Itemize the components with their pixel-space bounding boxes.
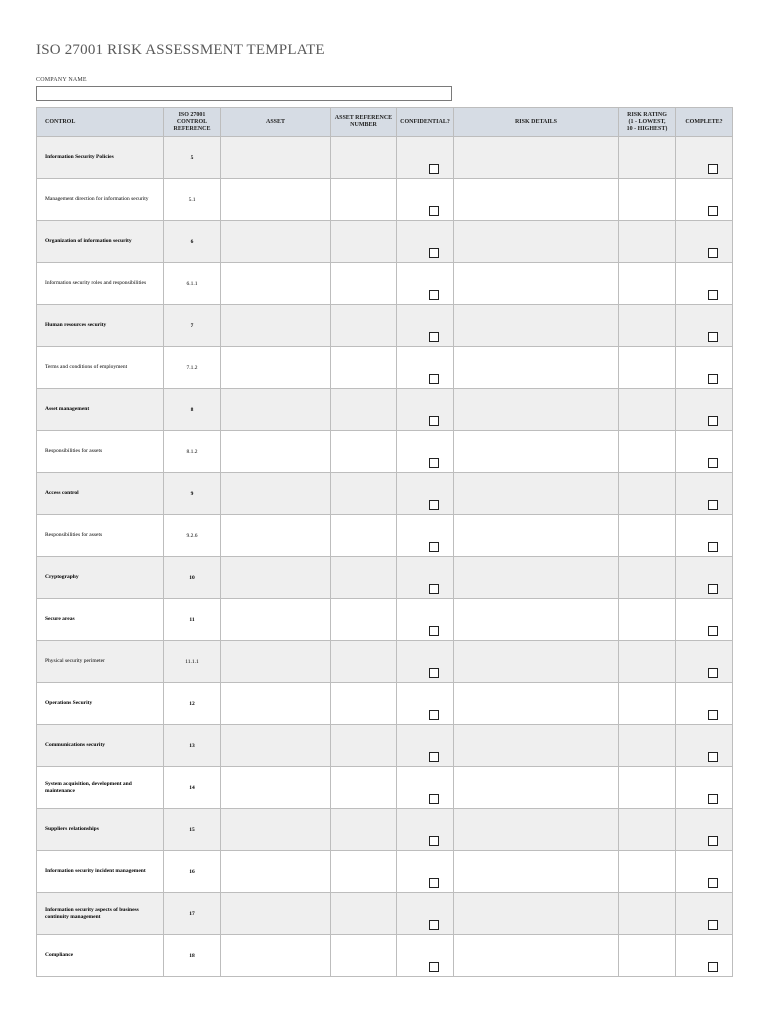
table-row (37, 137, 733, 179)
risk-rating-cell[interactable] (619, 599, 676, 641)
complete-cell (676, 935, 733, 977)
confidential-cell (397, 725, 454, 767)
company-name-field[interactable] (36, 86, 452, 101)
risk-details-cell[interactable] (454, 557, 619, 599)
risk-rating-cell[interactable] (619, 851, 676, 893)
asset-reference-cell[interactable] (331, 389, 397, 431)
confidential-checkbox[interactable] (429, 584, 439, 594)
complete-cell (676, 221, 733, 263)
risk-rating-cell[interactable] (619, 557, 676, 599)
header-control: CONTROL (37, 108, 164, 137)
complete-checkbox[interactable] (708, 668, 718, 678)
control-reference-cell: 13 (164, 725, 221, 767)
control-cell: Communications security (37, 725, 164, 767)
asset-reference-cell[interactable] (331, 137, 397, 179)
risk-details-cell[interactable] (454, 851, 619, 893)
confidential-checkbox[interactable] (429, 668, 439, 678)
asset-cell[interactable] (221, 599, 331, 641)
complete-cell (676, 473, 733, 515)
asset-cell[interactable] (221, 431, 331, 473)
table-row (37, 767, 733, 809)
asset-cell[interactable] (221, 767, 331, 809)
risk-details-cell[interactable] (454, 473, 619, 515)
risk-details-cell[interactable] (454, 641, 619, 683)
complete-cell (676, 137, 733, 179)
risk-rating-cell[interactable] (619, 347, 676, 389)
control-cell: Information security roles and responsibilities (37, 263, 164, 305)
confidential-cell (397, 935, 454, 977)
control-reference-cell: 5.1 (164, 179, 221, 221)
control-cell: Physical security perimeter (37, 641, 164, 683)
confidential-cell (397, 599, 454, 641)
asset-cell[interactable] (221, 179, 331, 221)
control-cell: Asset management (37, 389, 164, 431)
complete-checkbox[interactable] (708, 206, 718, 216)
confidential-checkbox[interactable] (429, 248, 439, 258)
asset-reference-cell[interactable] (331, 809, 397, 851)
complete-checkbox[interactable] (708, 500, 718, 510)
table-row (37, 263, 733, 305)
control-cell: Suppliers relationships (37, 809, 164, 851)
header-risk-line-2: (1 - LOWEST, (628, 118, 666, 125)
asset-cell[interactable] (221, 683, 331, 725)
confidential-checkbox[interactable] (429, 458, 439, 468)
risk-details-cell[interactable] (454, 599, 619, 641)
confidential-cell (397, 641, 454, 683)
table-row (37, 473, 733, 515)
complete-checkbox[interactable] (708, 374, 718, 384)
risk-details-cell[interactable] (454, 221, 619, 263)
confidential-checkbox[interactable] (429, 878, 439, 888)
risk-details-cell[interactable] (454, 347, 619, 389)
control-cell: Management direction for information security (37, 179, 164, 221)
table-row (37, 431, 733, 473)
asset-cell[interactable] (221, 221, 331, 263)
header-confidential: CONFIDENTIAL? (397, 108, 454, 137)
control-cell: Secure areas (37, 599, 164, 641)
confidential-cell (397, 683, 454, 725)
complete-cell (676, 389, 733, 431)
risk-details-cell[interactable] (454, 179, 619, 221)
table-header-row (37, 108, 733, 137)
header-iso-line-2: CONTROL (176, 118, 208, 125)
complete-checkbox[interactable] (708, 710, 718, 720)
risk-details-cell[interactable] (454, 767, 619, 809)
complete-cell (676, 725, 733, 767)
confidential-cell (397, 389, 454, 431)
confidential-cell (397, 473, 454, 515)
asset-cell[interactable] (221, 515, 331, 557)
header-risk-rating (619, 108, 676, 137)
asset-cell[interactable] (221, 305, 331, 347)
table-row (37, 347, 733, 389)
asset-reference-cell[interactable] (331, 641, 397, 683)
risk-rating-cell[interactable] (619, 809, 676, 851)
asset-cell[interactable] (221, 851, 331, 893)
header-risk-line-1: RISK RATING (627, 111, 667, 118)
risk-rating-cell[interactable] (619, 431, 676, 473)
asset-cell[interactable] (221, 641, 331, 683)
asset-reference-cell[interactable] (331, 473, 397, 515)
complete-checkbox[interactable] (708, 962, 718, 972)
complete-cell (676, 851, 733, 893)
risk-rating-cell[interactable] (619, 683, 676, 725)
risk-details-cell[interactable] (454, 263, 619, 305)
complete-cell (676, 347, 733, 389)
header-asset: ASSET (221, 108, 331, 137)
control-cell: Cryptography (37, 557, 164, 599)
confidential-cell (397, 809, 454, 851)
table-row (37, 599, 733, 641)
confidential-cell (397, 851, 454, 893)
control-reference-cell: 8.1.2 (164, 431, 221, 473)
control-reference-cell: 7 (164, 305, 221, 347)
confidential-checkbox[interactable] (429, 626, 439, 636)
risk-details-cell[interactable] (454, 137, 619, 179)
confidential-checkbox[interactable] (429, 290, 439, 300)
header-risk-line-3: 10 - HIGHEST) (626, 125, 668, 132)
control-reference-cell: 7.1.2 (164, 347, 221, 389)
risk-rating-cell[interactable] (619, 935, 676, 977)
asset-cell[interactable] (221, 389, 331, 431)
risk-details-cell[interactable] (454, 893, 619, 935)
header-asset-reference-number (331, 108, 397, 137)
confidential-checkbox[interactable] (429, 206, 439, 216)
table-row (37, 641, 733, 683)
complete-checkbox[interactable] (708, 584, 718, 594)
asset-reference-cell[interactable] (331, 179, 397, 221)
risk-details-cell[interactable] (454, 305, 619, 347)
asset-cell[interactable] (221, 725, 331, 767)
company-name-label: COMPANY NAME (36, 77, 87, 83)
control-reference-cell: 6 (164, 221, 221, 263)
asset-reference-cell[interactable] (331, 935, 397, 977)
control-cell: Responsibilities for assets (37, 431, 164, 473)
header-asset-ref-line-1: ASSET REFERENCE (334, 115, 393, 121)
risk-rating-cell[interactable] (619, 137, 676, 179)
asset-reference-cell[interactable] (331, 599, 397, 641)
header-asset-ref-line-2: NUMBER (350, 122, 377, 128)
risk-rating-cell[interactable] (619, 473, 676, 515)
risk-rating-cell[interactable] (619, 179, 676, 221)
confidential-checkbox[interactable] (429, 164, 439, 174)
table-row (37, 557, 733, 599)
risk-rating-cell[interactable] (619, 725, 676, 767)
risk-rating-cell[interactable] (619, 221, 676, 263)
complete-checkbox[interactable] (708, 626, 718, 636)
complete-cell (676, 641, 733, 683)
table-row (37, 935, 733, 977)
asset-reference-cell[interactable] (331, 305, 397, 347)
confidential-cell (397, 515, 454, 557)
control-cell: System acquisition, development and maintenance (37, 767, 164, 809)
complete-checkbox[interactable] (708, 416, 718, 426)
asset-cell[interactable] (221, 473, 331, 515)
complete-checkbox[interactable] (708, 332, 718, 342)
risk-details-cell[interactable] (454, 725, 619, 767)
risk-details-cell[interactable] (454, 809, 619, 851)
confidential-cell (397, 137, 454, 179)
complete-cell (676, 893, 733, 935)
control-reference-cell: 10 (164, 557, 221, 599)
header-complete: COMPLETE? (676, 108, 733, 137)
risk-details-cell[interactable] (454, 515, 619, 557)
control-reference-cell: 16 (164, 851, 221, 893)
confidential-checkbox[interactable] (429, 374, 439, 384)
risk-details-cell[interactable] (454, 431, 619, 473)
control-cell: Operations Security (37, 683, 164, 725)
confidential-checkbox[interactable] (429, 962, 439, 972)
table-row (37, 725, 733, 767)
confidential-cell (397, 179, 454, 221)
header-risk-details: RISK DETAILS (454, 108, 619, 137)
confidential-checkbox[interactable] (429, 332, 439, 342)
control-cell: Information security incident management (37, 851, 164, 893)
complete-cell (676, 683, 733, 725)
risk-rating-cell[interactable] (619, 767, 676, 809)
table-row (37, 809, 733, 851)
confidential-cell (397, 767, 454, 809)
header-iso-line-3: REFERENCE (173, 125, 211, 132)
complete-checkbox[interactable] (708, 920, 718, 930)
confidential-cell (397, 305, 454, 347)
asset-cell[interactable] (221, 935, 331, 977)
control-reference-cell: 5 (164, 137, 221, 179)
header-iso-control-reference (164, 108, 221, 137)
control-cell: Compliance (37, 935, 164, 977)
risk-assessment-table (36, 107, 733, 977)
complete-cell (676, 179, 733, 221)
confidential-cell (397, 347, 454, 389)
complete-cell (676, 599, 733, 641)
confidential-checkbox[interactable] (429, 836, 439, 846)
complete-cell (676, 809, 733, 851)
confidential-checkbox[interactable] (429, 542, 439, 552)
complete-checkbox[interactable] (708, 542, 718, 552)
confidential-checkbox[interactable] (429, 794, 439, 804)
risk-rating-cell[interactable] (619, 515, 676, 557)
control-cell: Organization of information security (37, 221, 164, 263)
asset-cell[interactable] (221, 893, 331, 935)
asset-reference-cell[interactable] (331, 725, 397, 767)
risk-rating-cell[interactable] (619, 893, 676, 935)
risk-details-cell[interactable] (454, 389, 619, 431)
control-cell: Information security aspects of business continuity management (37, 893, 164, 935)
risk-details-cell[interactable] (454, 683, 619, 725)
asset-reference-cell[interactable] (331, 263, 397, 305)
complete-checkbox[interactable] (708, 458, 718, 468)
asset-reference-cell[interactable] (331, 221, 397, 263)
confidential-cell (397, 557, 454, 599)
complete-cell (676, 557, 733, 599)
complete-checkbox[interactable] (708, 794, 718, 804)
confidential-cell (397, 263, 454, 305)
table-row (37, 179, 733, 221)
confidential-checkbox[interactable] (429, 500, 439, 510)
asset-cell[interactable] (221, 137, 331, 179)
control-reference-cell: 11.1.1 (164, 641, 221, 683)
risk-rating-cell[interactable] (619, 641, 676, 683)
asset-cell[interactable] (221, 809, 331, 851)
risk-rating-cell[interactable] (619, 263, 676, 305)
confidential-checkbox[interactable] (429, 920, 439, 930)
control-cell: Access control (37, 473, 164, 515)
confidential-cell (397, 221, 454, 263)
control-reference-cell: 15 (164, 809, 221, 851)
table-row (37, 305, 733, 347)
confidential-cell (397, 893, 454, 935)
asset-reference-cell[interactable] (331, 851, 397, 893)
asset-cell[interactable] (221, 557, 331, 599)
complete-checkbox[interactable] (708, 752, 718, 762)
table-row (37, 389, 733, 431)
control-reference-cell: 9 (164, 473, 221, 515)
confidential-checkbox[interactable] (429, 416, 439, 426)
asset-cell[interactable] (221, 263, 331, 305)
table-row (37, 893, 733, 935)
risk-rating-cell[interactable] (619, 389, 676, 431)
complete-cell (676, 431, 733, 473)
control-cell: Information Security Policies (37, 137, 164, 179)
confidential-checkbox[interactable] (429, 710, 439, 720)
control-reference-cell: 14 (164, 767, 221, 809)
complete-checkbox[interactable] (708, 290, 718, 300)
confidential-cell (397, 431, 454, 473)
asset-cell[interactable] (221, 347, 331, 389)
asset-reference-cell[interactable] (331, 515, 397, 557)
complete-cell (676, 767, 733, 809)
control-reference-cell: 11 (164, 599, 221, 641)
complete-cell (676, 305, 733, 347)
control-reference-cell: 9.2.6 (164, 515, 221, 557)
complete-checkbox[interactable] (708, 164, 718, 174)
asset-reference-cell[interactable] (331, 683, 397, 725)
control-reference-cell: 8 (164, 389, 221, 431)
control-cell: Terms and conditions of employment (37, 347, 164, 389)
complete-checkbox[interactable] (708, 836, 718, 846)
table-row (37, 221, 733, 263)
control-reference-cell: 18 (164, 935, 221, 977)
header-iso-line-1: ISO 27001 (178, 111, 206, 118)
control-cell: Responsibilities for assets (37, 515, 164, 557)
asset-reference-cell[interactable] (331, 431, 397, 473)
complete-checkbox[interactable] (708, 248, 718, 258)
complete-cell (676, 263, 733, 305)
asset-reference-cell[interactable] (331, 767, 397, 809)
control-reference-cell: 6.1.1 (164, 263, 221, 305)
control-reference-cell: 12 (164, 683, 221, 725)
table-row (37, 851, 733, 893)
control-cell: Human resources security (37, 305, 164, 347)
asset-reference-cell[interactable] (331, 893, 397, 935)
asset-reference-cell[interactable] (331, 557, 397, 599)
page-title: ISO 27001 RISK ASSESSMENT TEMPLATE (36, 42, 325, 58)
risk-rating-cell[interactable] (619, 305, 676, 347)
control-reference-cell: 17 (164, 893, 221, 935)
asset-reference-cell[interactable] (331, 347, 397, 389)
complete-checkbox[interactable] (708, 878, 718, 888)
table-row (37, 683, 733, 725)
complete-cell (676, 515, 733, 557)
confidential-checkbox[interactable] (429, 752, 439, 762)
risk-details-cell[interactable] (454, 935, 619, 977)
table-row (37, 515, 733, 557)
